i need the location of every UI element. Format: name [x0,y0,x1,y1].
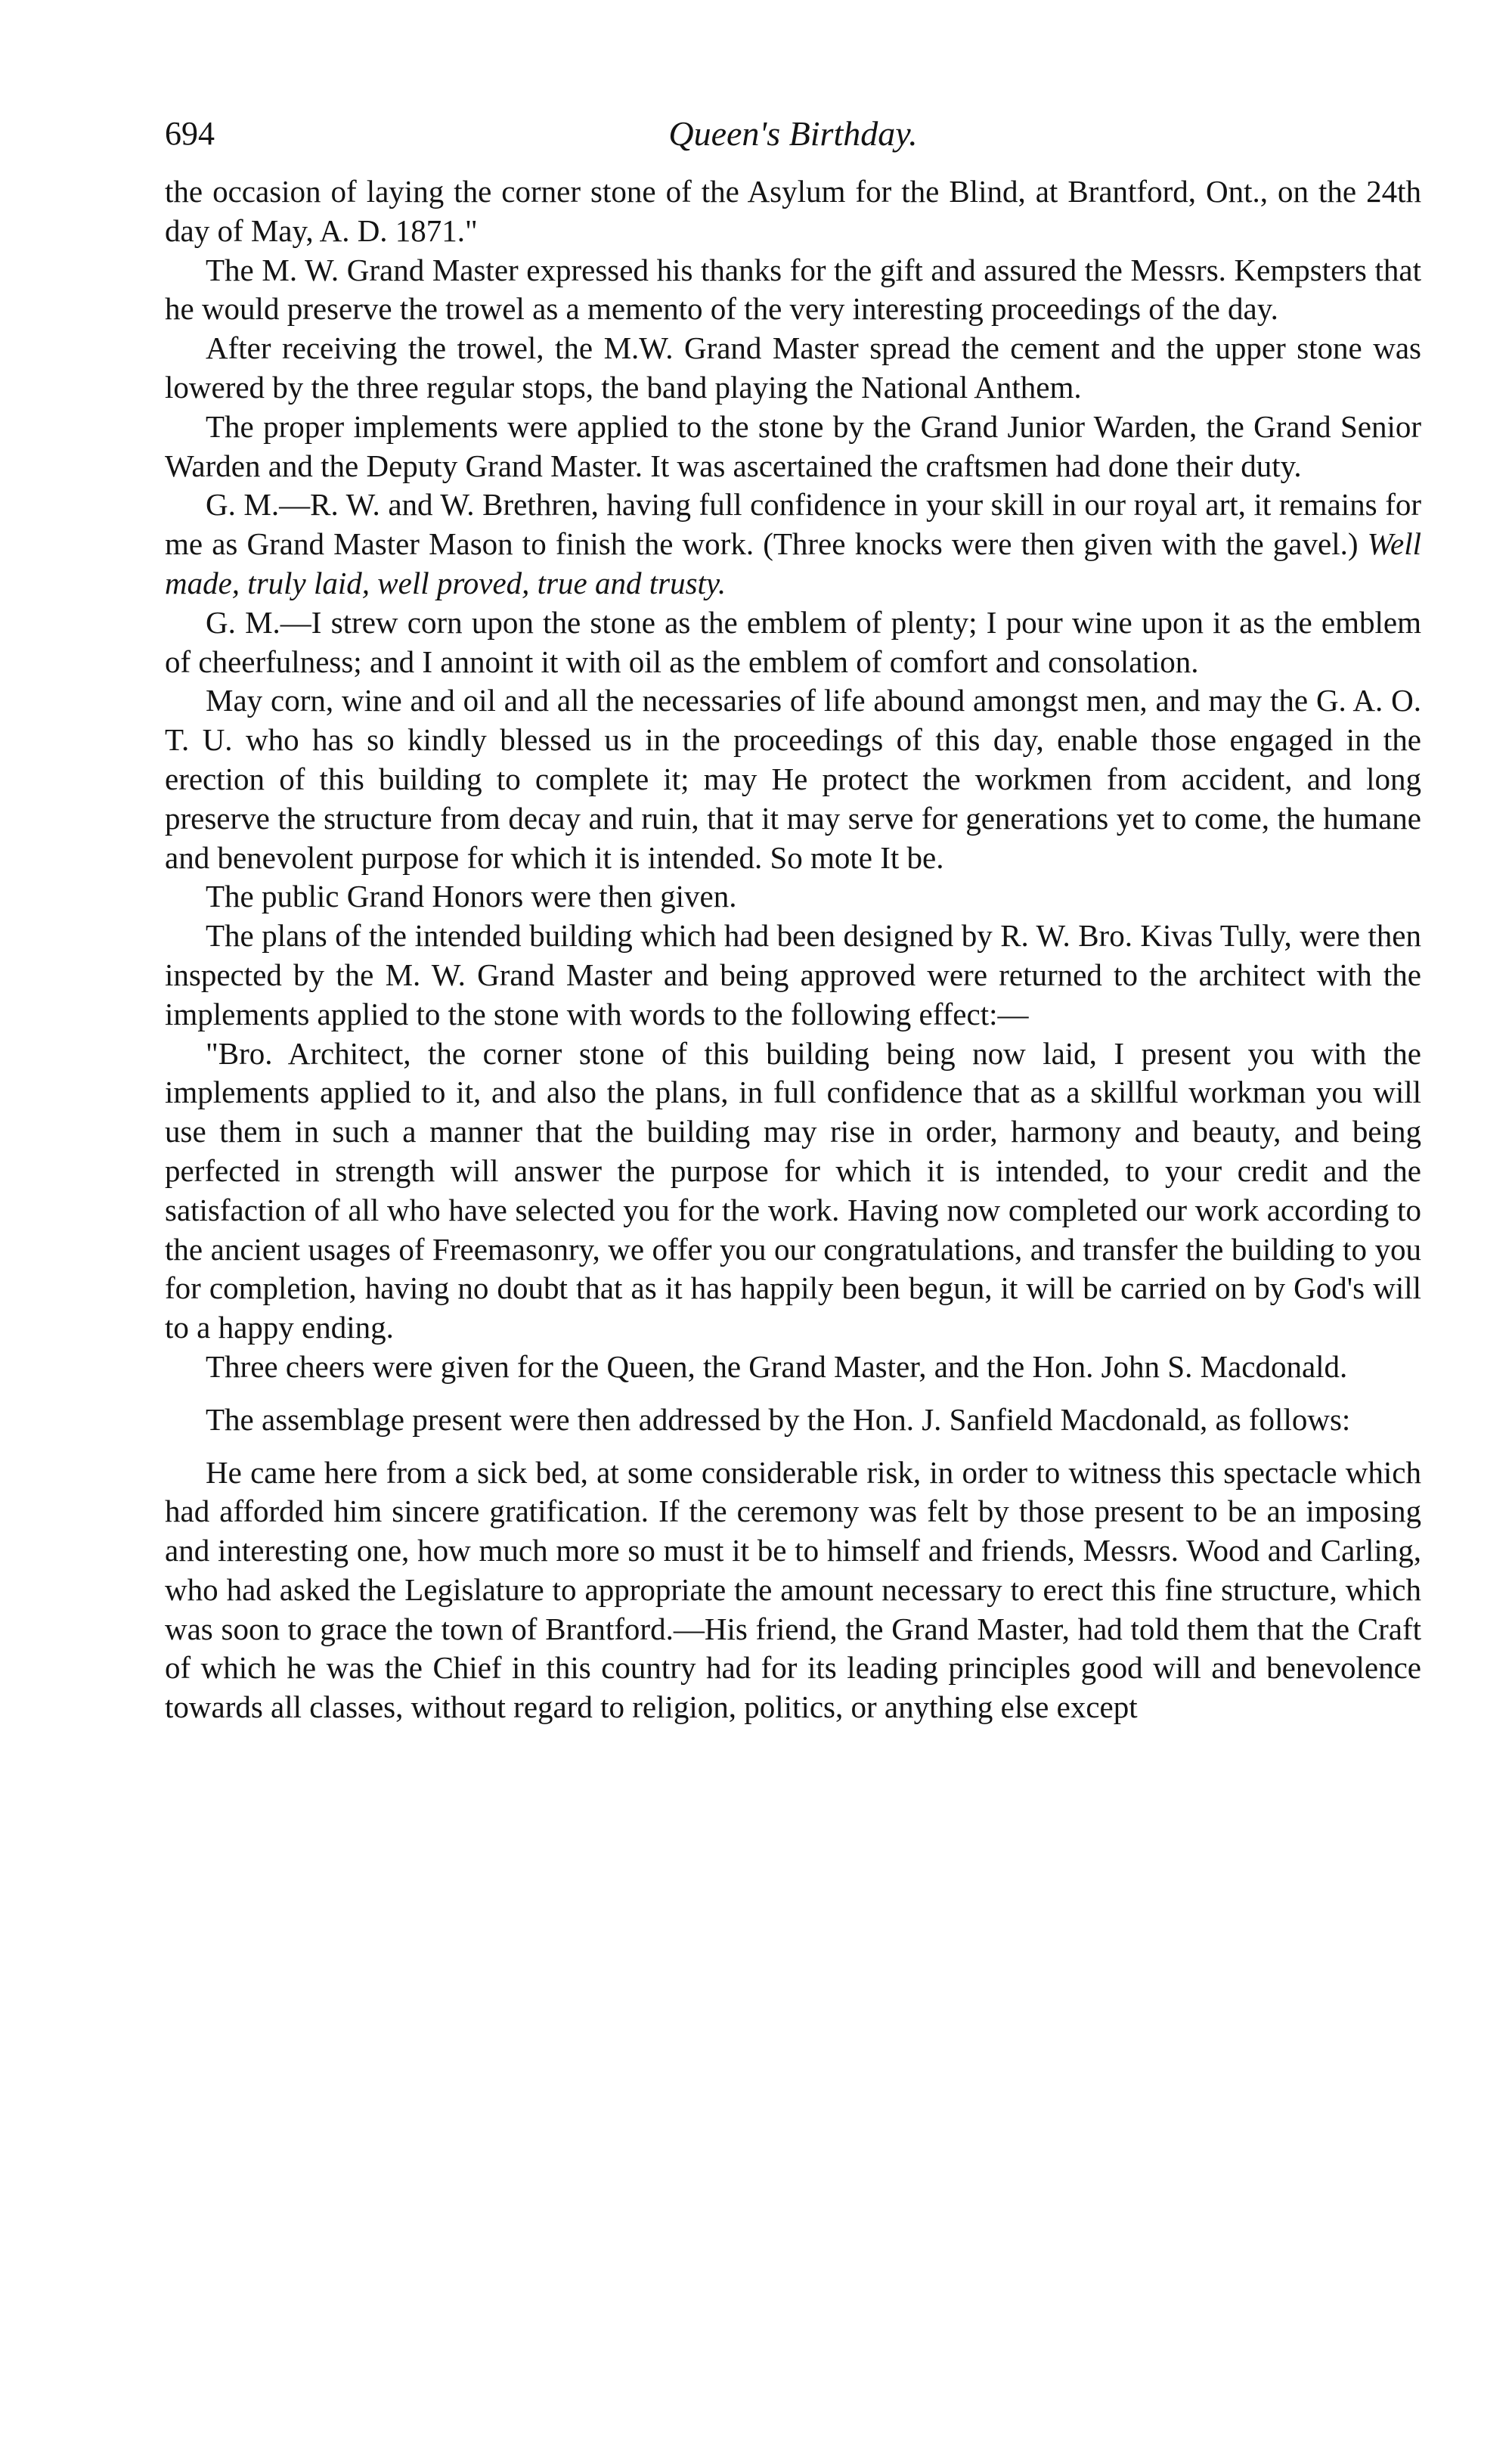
paragraph-continuation: the occasion of laying the corner stone of the Asylum for the Blind, at Brantford, Ont., on the 24th day of May, A. D. 1871." [165,174,1421,248]
page-number: 694 [165,115,215,152]
running-title: Queen's Birthday. [668,114,918,153]
paragraph-implements: The proper implements were applied to the stone by the Grand Junior Warden, the Grand Senior Warden and the Deputy Grand Master. It was ascertained the craftsmen had done their duty. [165,408,1421,483]
paragraph-prayer: May corn, wine and oil and all the necessaries of life abound amongst men, and may the G. A. O. T. U. who has so kindly blessed us in the proceedings of this day, enable those engaged in the erection of this building to complete it; may He protect the workmen from accident, and long preserve the structure from decay and ruin, that it may serve for generations yet to come, the humane and benevolent purpose for which it is intended. So mote It be. [165,683,1421,875]
paragraph-macdonald-address: He came here from a sick bed, at some considerable risk, in order to witness this spectacle which had afforded him sincere gratification. If the ceremony was felt by those present to be an imposing and interesting one, how much more so must it be to himself and friends, Messrs. Wood and Carling, who had asked the Legislature to appropriate the amount necessary to erect this fine structure, which was soon to grace the town of Brantford.—His friend, the Grand Master, had told them that the Craft of which he was the Chief in this country had for its leading principles good will and benevolence towards all classes, without regard to religion, politics, or anything else except [165,1454,1421,1725]
paragraph-plans: The plans of the intended building which had been designed by R. W. Bro. Kivas Tully, were then inspected by the M. W. Grand Master and being approved were returned to the architect with the implements applied to the stone with words to the following effect:— [165,918,1421,1032]
book-page [165,113,1421,1727]
paragraph-architect-address: "Bro. Architect, the corner stone of this building being now laid, I present you with the implements applied to it, and also the plans, in full confidence that as a skillful workman you will use them in such a manner that the building may rise in order, harmony and beauty, and being perfected in strength will answer the purpose for which it is intended, to your credit and the satisfaction of all who have selected you for the work. Having now completed our work according to the ancient usages of Freemasonry, we offer you our congratulations, and transfer the building to you for completion, having no doubt that as it has happily been begun, it will be carried on by God's will to a happy ending. [165,1035,1421,1345]
paragraph-corn-wine-oil: G. M.—I strew corn upon the stone as the emblem of plenty; I pour wine upon it as the emblem of cheerfulness; and I annoint it with oil as the emblem of comfort and consolation. [165,604,1421,679]
gm-address-text: G. M.—R. W. and W. Brethren, having full confidence in your skill in our royal art, it remains for me as Grand Master Mason to finish the work. (Three knocks were then given with the gavel.) [165,487,1421,562]
paragraph-three-cheers: Three cheers were given for the Queen, the Grand Master, and the Hon. John S. Macdonald. [206,1348,1348,1384]
running-head [165,113,1421,162]
paragraph-gm-address [165,486,1421,603]
paragraph-trowel-thanks: The M. W. Grand Master expressed his thanks for the gift and assured the Messrs. Kempsters that he would preserve the trowel as a memento of the very interesting proceedings of the day. [165,252,1421,327]
paragraph-grand-honors: The public Grand Honors were then given. [206,879,737,914]
paragraph-address-intro: The assemblage present were then addressed by the Hon. J. Sanfield Macdonald, as follows: [206,1401,1351,1437]
body-text [165,172,1421,1727]
gm-address-response: Well made, truly laid, well proved, true and trusty. [165,526,1421,600]
paragraph-cement: After receiving the trowel, the M.W. Grand Master spread the cement and the upper stone was lowered by the three regular stops, the band playing the National Anthem. [165,330,1421,405]
